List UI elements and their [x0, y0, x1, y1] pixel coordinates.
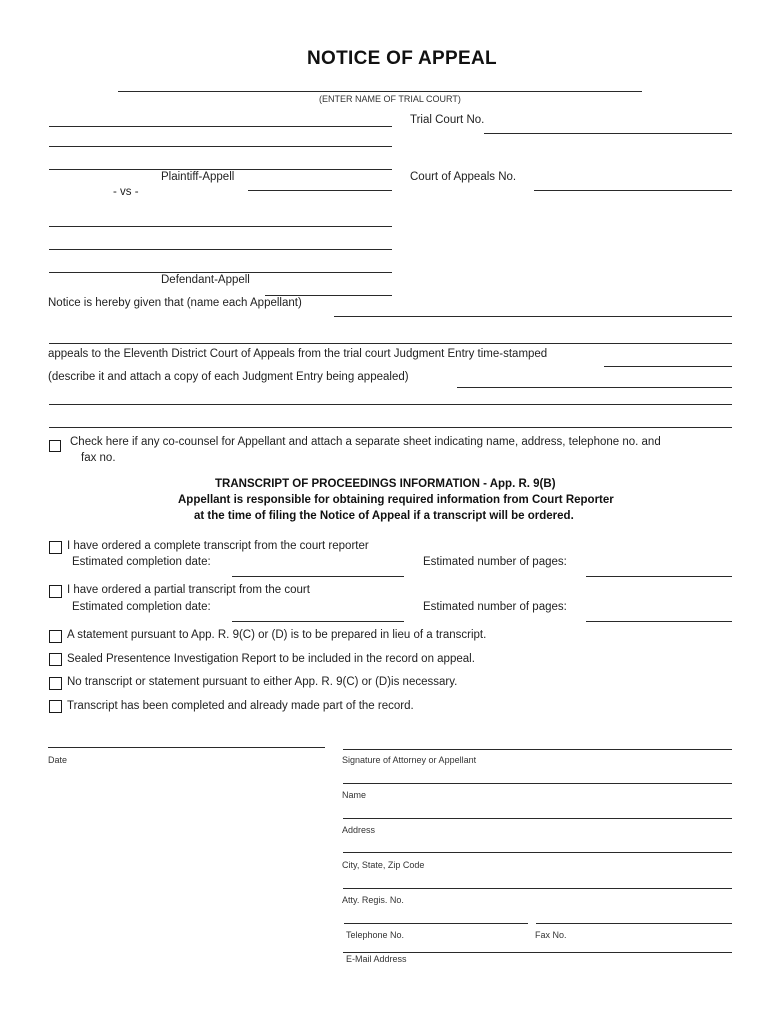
statement-label: A statement pursuant to App. R. 9(C) or (D) is to be prepared in lieu of a transcript. — [67, 629, 487, 641]
trial-court-caption: (ENTER NAME OF TRIAL COURT) — [319, 94, 461, 104]
email-label: E-Mail Address — [346, 954, 407, 964]
judgment-description-input-2[interactable] — [49, 393, 732, 407]
date-label: Date — [48, 755, 68, 765]
trial-court-no-input[interactable] — [484, 122, 732, 136]
atty-regis-label: Atty. Regis. No. — [342, 895, 404, 905]
judgment-description-field-3[interactable] — [49, 413, 732, 428]
no-transcript-checkbox[interactable] — [49, 677, 62, 690]
plaintiff-label: Plaintiff-Appell — [161, 171, 235, 183]
plaintiff-input-3[interactable] — [49, 158, 392, 172]
trial-court-no-label: Trial Court No. — [410, 114, 485, 126]
address-input[interactable] — [343, 807, 732, 821]
city-state-zip-input[interactable] — [343, 841, 732, 855]
plaintiff-appell-field[interactable] — [248, 176, 392, 191]
city-state-zip-label: City, State, Zip Code — [342, 860, 425, 870]
court-of-appeals-no-field[interactable] — [534, 176, 732, 191]
address-field[interactable] — [343, 804, 732, 819]
defendant-input-2[interactable] — [49, 238, 392, 252]
plaintiff-line-3[interactable] — [49, 155, 392, 170]
transcript-heading: TRANSCRIPT OF PROCEEDINGS INFORMATION - App. R. 9(B) — [215, 478, 556, 490]
partial-completion-date-input[interactable] — [232, 610, 404, 624]
appellant-name-field[interactable] — [334, 302, 732, 317]
date-input[interactable] — [48, 736, 325, 750]
complete-completion-date-input[interactable] — [232, 565, 404, 579]
atty-regis-field[interactable] — [343, 874, 732, 889]
defendant-line-3[interactable] — [49, 258, 392, 273]
partial-transcript-label: I have ordered a partial transcript from the court — [67, 584, 310, 596]
partial-transcript-checkbox[interactable] — [49, 585, 62, 598]
notice-text: Notice is hereby given that (name each Appellant) — [48, 297, 302, 309]
court-of-appeals-no-label: Court of Appeals No. — [410, 171, 517, 183]
time-stamped-field[interactable] — [604, 352, 732, 367]
plaintiff-appell-input[interactable] — [248, 179, 392, 193]
appeals-text: appeals to the Eleventh District Court of Appeals from the trial court Judgment Entry time-stamped — [48, 348, 548, 360]
plaintiff-line-2[interactable] — [49, 132, 392, 147]
date-field[interactable] — [48, 733, 325, 748]
appellant-name-field-2[interactable] — [49, 329, 732, 344]
describe-text: (describe it and attach a copy of each Judgment Entry being appealed) — [48, 371, 409, 383]
trial-court-name-input[interactable] — [118, 80, 642, 94]
judgment-description-input-3[interactable] — [49, 416, 732, 430]
complete-completion-date-label: Estimated completion date: — [72, 556, 211, 568]
name-field[interactable] — [343, 769, 732, 784]
cocounsel-text-1: Check here if any co-counsel for Appellant and attach a separate sheet indicating name, address, telephone no. and — [70, 436, 661, 448]
trial-court-name-field[interactable] — [118, 77, 642, 92]
complete-pages-label: Estimated number of pages: — [423, 556, 567, 568]
complete-transcript-label: I have ordered a complete transcript from the court reporter — [67, 540, 369, 552]
city-state-zip-field[interactable] — [343, 838, 732, 853]
appellant-name-input-2[interactable] — [49, 332, 732, 346]
transcript-subheading-2: at the time of filing the Notice of Appeal if a transcript will be ordered. — [194, 510, 574, 522]
sealed-report-checkbox[interactable] — [49, 653, 62, 666]
fax-input[interactable] — [536, 912, 732, 926]
signature-label: Signature of Attorney or Appellant — [342, 755, 477, 765]
statement-checkbox[interactable] — [49, 630, 62, 643]
plaintiff-input-1[interactable] — [49, 115, 392, 129]
telephone-label: Telephone No. — [346, 930, 405, 940]
email-input[interactable] — [343, 941, 732, 955]
address-label: Address — [342, 825, 376, 835]
defendant-appell-field[interactable] — [265, 281, 392, 296]
cocounsel-checkbox[interactable] — [49, 440, 61, 452]
fax-field[interactable] — [536, 909, 732, 924]
defendant-line-1[interactable] — [49, 212, 392, 227]
fax-label: Fax No. — [535, 930, 567, 940]
cocounsel-text-2: fax no. — [81, 452, 116, 464]
signature-field[interactable] — [343, 735, 732, 750]
vs-label: - vs - — [113, 186, 139, 198]
judgment-description-field[interactable] — [457, 373, 732, 388]
complete-transcript-checkbox[interactable] — [49, 541, 62, 554]
partial-completion-date-field[interactable] — [232, 607, 404, 622]
atty-regis-input[interactable] — [343, 877, 732, 891]
transcript-subheading-1: Appellant is responsible for obtaining required information from Court Reporter — [178, 494, 614, 506]
partial-pages-input[interactable] — [586, 610, 732, 624]
transcript-completed-checkbox[interactable] — [49, 700, 62, 713]
complete-completion-date-field[interactable] — [232, 562, 404, 577]
transcript-completed-label: Transcript has been completed and already made part of the record. — [67, 700, 414, 712]
court-of-appeals-no-input[interactable] — [534, 179, 732, 193]
defendant-label: Defendant-Appell — [161, 274, 250, 286]
complete-pages-field[interactable] — [586, 562, 732, 577]
defendant-line-2[interactable] — [49, 235, 392, 250]
judgment-description-input[interactable] — [457, 376, 732, 390]
no-transcript-label: No transcript or statement pursuant to either App. R. 9(C) or (D)is necessary. — [67, 676, 458, 688]
defendant-input-1[interactable] — [49, 215, 392, 229]
trial-court-no-field[interactable] — [484, 119, 732, 134]
defendant-appell-input[interactable] — [265, 284, 392, 298]
time-stamped-input[interactable] — [604, 355, 732, 369]
defendant-input-3[interactable] — [49, 261, 392, 275]
name-input[interactable] — [343, 772, 732, 786]
telephone-input[interactable] — [344, 912, 528, 926]
plaintiff-input-2[interactable] — [49, 135, 392, 149]
page-title: NOTICE OF APPEAL — [307, 48, 497, 69]
complete-pages-input[interactable] — [586, 565, 732, 579]
judgment-description-field-2[interactable] — [49, 390, 732, 405]
signature-input[interactable] — [343, 738, 732, 752]
appellant-name-input[interactable] — [334, 305, 732, 319]
telephone-field[interactable] — [344, 909, 528, 924]
partial-pages-label: Estimated number of pages: — [423, 601, 567, 613]
name-label: Name — [342, 790, 367, 800]
partial-completion-date-label: Estimated completion date: — [72, 601, 211, 613]
plaintiff-line-1[interactable] — [49, 112, 392, 127]
partial-pages-field[interactable] — [586, 607, 732, 622]
email-field[interactable] — [343, 938, 732, 953]
sealed-report-label: Sealed Presentence Investigation Report to be included in the record on appeal. — [67, 653, 475, 665]
